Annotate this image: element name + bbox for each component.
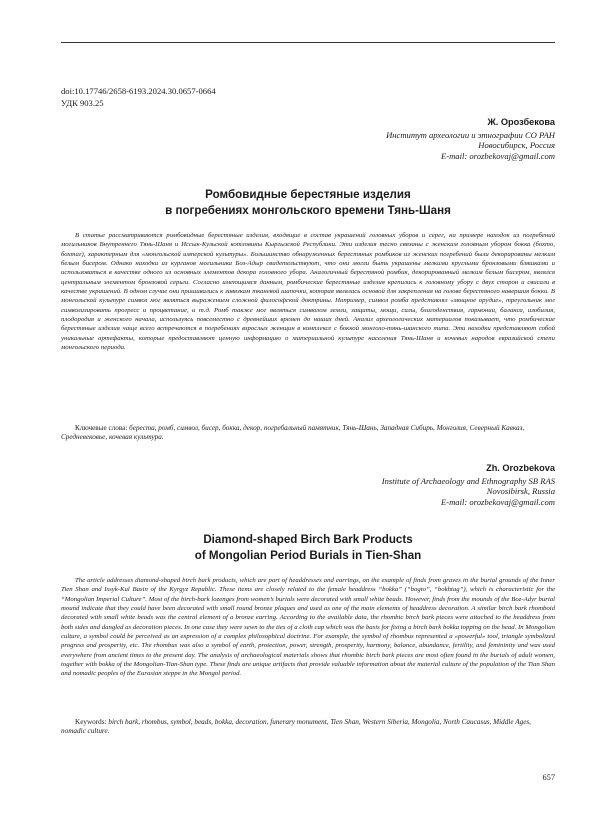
doi: doi:10.17746/2658-6193.2024.30.0657-0664: [61, 86, 216, 96]
ru-affiliation: [386, 117, 555, 161]
ru-keywords-label: Ключевые слова:: [75, 424, 128, 432]
en-abstract: The article addresses diamond-shaped birch bark products, which are part of headdresses and earrings, on the example of finds from graves in the burial grounds of the Inner Tien Shan and Issyk-Kul Basin of the Kyrgyz Republic. These items are closely related to the female headdress “bokka” (“bogto”, “bokhtag”), which is characteristic for the “Mongolian Imperial Culture”. Most of the birch-bark lozenges from women’s burials were decorated with small white beads. However, finds from the mounds of the Boz-Adyr burial mound indicate that they could have been decorated with small round bronze plaques and used as one of the main elements of headdress decoration. A similar birch bark rhomboid decorated with small white beads was the central element of a bronze earring. According to the available data, the rhombic birch bark pieces were attached to the headdress from both sides and dangled as decoration pieces. In one case they were sewn to the ties of a cloth cap which was the basis for fixing a birch bark bokka topping on the head. In Mongolian culture, a symbol could be perceived as an expression of a complex philosophical doctrine. For example, the symbol of rhombus represented a «powerful» tool, triangle symbolized progress and prosperity, etc. The rhombus was also a symbol of earth, protection, power, strength, prosperity, harmony, balance, abundance, fertility, and femininity and was used everywhere from ancient times to the present day. The analysis of archaeological materials shows that rhombic birch bark pieces are most often found in the burials of adult women, together with bokka of the Mongolian-Tian-Shan type. These finds are unique artifacts that provide valuable information about the material culture of the population of the Tian Shan and nomadic peoples of the Eurasian steppe in the Mongol period.: [61, 577, 555, 678]
en-title-line2: of Mongolian Period Burials in Tien-Shan: [194, 549, 422, 562]
en-affil-institute: Institute of Archaeology and Ethnography SB RAS: [381, 475, 555, 486]
ru-title-line2: в погребениях монгольского времени Тянь-Шаня: [165, 204, 451, 217]
page-number: 657: [542, 773, 555, 782]
en-keywords-text: birch bark, rhombus, symbol, beads, bokka, decoration, funerary monument, Tien Shan, Western Siberia, Mongolia, North Caucasus, Middle Ages, nomadic culture.: [61, 718, 531, 736]
en-title-line1: Diamond-shaped Birch Bark Products: [203, 533, 413, 546]
ru-affil-city: Новосибирск, Россия: [478, 140, 555, 151]
ru-affil-email: E-mail: orozbekovaj@gmail.com: [440, 150, 555, 161]
ru-title: [61, 187, 555, 219]
ru-keywords-text: береста, ромб, символ, бисер, бокка, декор, погребальный памятник, Тянь-Шань, Западная Сибирь, Монголия, Северный Кавказ, Средневековье, кочевая культура.: [61, 424, 525, 442]
ru-author: Ж. Орозбекова: [487, 117, 555, 127]
en-affil-email: E-mail: orozbekovaj@gmail.com: [440, 496, 555, 507]
top-rule: [61, 42, 555, 43]
en-affil-city: Novosibirsk, Russia: [486, 486, 555, 497]
ru-abstract: В статье рассматриваются ромбовидные берестяные изделия, входящие в состав украшений головных уборов и серег, на примере находок из погребений могильников Внутреннего Тянь-Шаня и Иссык-Кульской котловины Кыргызской Республики. Эти изделия тесно связаны с женским головным убором бокка (бохто, бохтаг), характерным для «монгольской имперской культуры». Большинство обнаруженных берестяных ромбиков из женских погребений были декорированы мелким белым бисером. Однако находки из курганов могильника Боз-Адыр свидетельствуют, что они могли быть украшены мелкими круглыми бронзовыми бляшками и использоваться в качестве одного из основных элементов декора головного убора. Аналогичный берестяной ромбик, декорированный мелким белым бисером, являлся центральным элементом бронзовой серьги. Согласно имеющимся данным, ромбические берестяные изделия крепились к головному убору с двух сторон и свисали в качестве украшений. В одном случае они пришивались к завязкам тканевой шапочки, которая являлась основой для закрепления на голове берестяного навершия бокки. В монгольской культуре символ мог являться выражением сложной философской доктрины. Например, символ ромба представлял «мощное орудие», треугольник мог символизировать прогресс и процветание, и т.д. Ромб также мог являться символом земли, защиты, мощи, силы, благоденствия, гармонии, баланса, изобилия, плодородия и женского начала, используясь повсеместно с древнейших времен до наших дней. Анализ археологических материалов показывает, что ромбические берестяные изделия чаще всего встречаются в погребениях взрослых женщин в комплексе с боккой монголо-тянь-шанского типа. Эти находки представляют собой уникальные артефакты, которые предоставляют ценную информацию о материальной культуре населения Тянь-Шаня и кочевых народов евразийской степи монгольского периода.: [61, 232, 555, 352]
en-affiliation: [382, 463, 555, 507]
en-keywords: [61, 718, 555, 737]
udk: УДК 903.25: [61, 98, 104, 108]
en-keywords-label: Keywords:: [75, 718, 107, 726]
ru-title-line1: Ромбовидные берестяные изделия: [205, 188, 411, 201]
ru-keywords: [61, 424, 555, 443]
en-author: Zh. Orozbekova: [486, 463, 555, 473]
en-title: [61, 532, 555, 564]
ru-affil-institute: Институт археологии и этнографии СО РАН: [386, 129, 555, 140]
